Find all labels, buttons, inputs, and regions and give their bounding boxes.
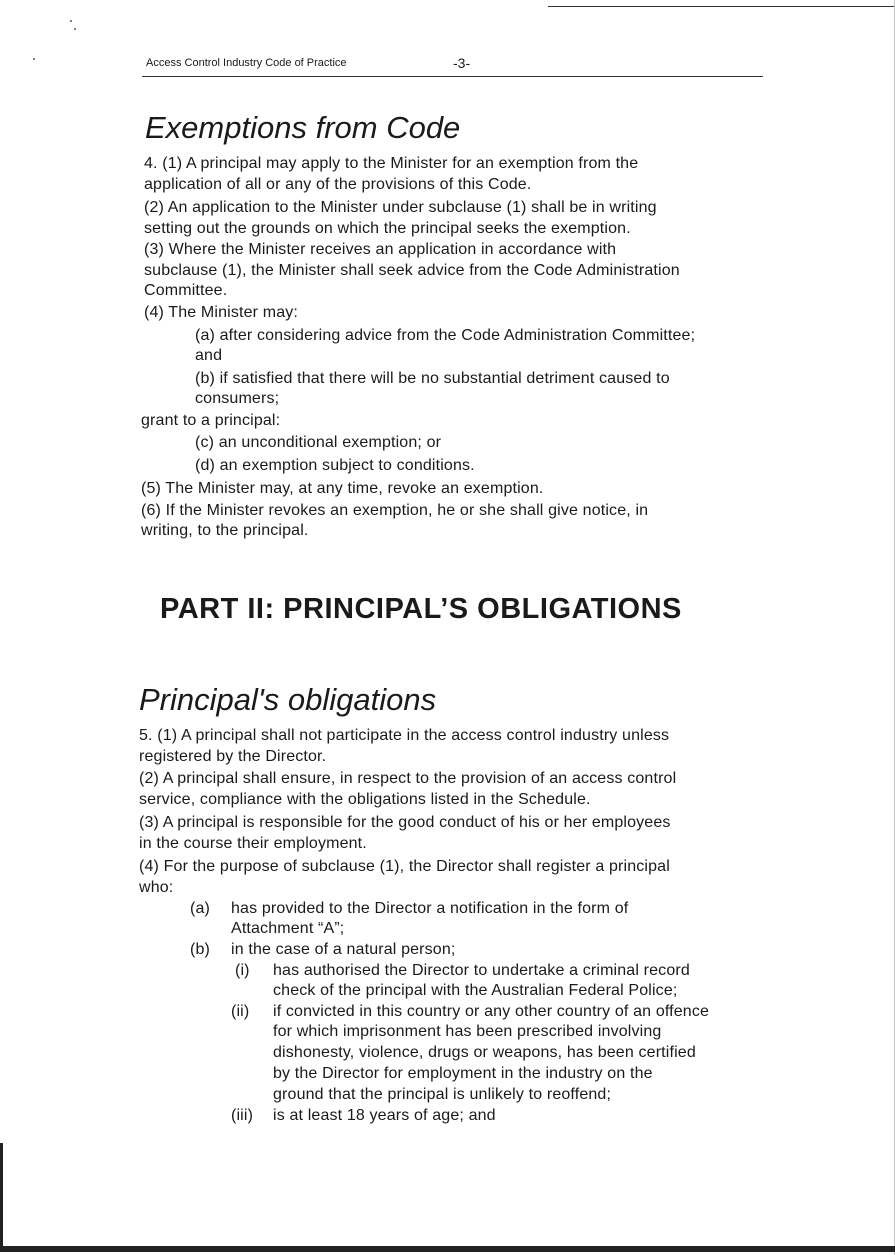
scan-left-border <box>0 1143 3 1251</box>
body-line: (2) A principal shall ensure, in respect to the provision of an access control <box>139 770 677 787</box>
sublist-item-line: is at least 18 years of age; and <box>273 1107 496 1124</box>
list-item-line: has provided to the Director a notification in the form of <box>231 900 629 917</box>
sublist-item-line: has authorised the Director to undertake a criminal record <box>273 962 690 979</box>
sublist-marker: (i) <box>235 962 250 979</box>
body-line: (5) The Minister may, at any time, revoke an exemption. <box>141 480 544 497</box>
body-line-indented: (a) after considering advice from the Code Administration Committee; <box>195 327 696 344</box>
page-number: -3- <box>453 55 471 71</box>
sublist-item-line: if convicted in this country or any other country of an offence <box>273 1003 710 1020</box>
heading-exemptions: Exemptions from Code <box>145 110 461 145</box>
sublist-marker: (ii) <box>231 1003 250 1020</box>
body-line: service, compliance with the obligations listed in the Schedule. <box>139 791 591 808</box>
list-marker: (a) <box>190 900 211 917</box>
body-line: 4. (1) A principal may apply to the Minister for an exemption from the <box>144 155 639 172</box>
body-line: writing, to the principal. <box>141 522 309 539</box>
body-line: (3) Where the Minister receives an application in accordance with <box>144 241 617 258</box>
sublist-marker: (iii) <box>231 1107 254 1124</box>
body-line: (4) The Minister may: <box>144 304 299 321</box>
body-line: (4) For the purpose of subclause (1), the Director shall register a principal <box>139 858 670 875</box>
body-line: setting out the grounds on which the principal seeks the exemption. <box>144 220 631 237</box>
body-line-indented: and <box>195 347 223 364</box>
header-rule <box>142 76 763 77</box>
scan-top-rule <box>548 6 895 7</box>
part-heading: PART II: PRINCIPAL’S OBLIGATIONS <box>160 593 682 625</box>
body-line-indented: (d) an exemption subject to conditions. <box>195 457 475 474</box>
scan-speck <box>74 28 76 30</box>
list-item-line: in the case of a natural person; <box>231 941 456 958</box>
body-line: registered by the Director. <box>139 748 327 765</box>
heading-obligations: Principal's obligations <box>139 682 437 717</box>
running-header-title: Access Control Industry Code of Practice <box>146 57 347 69</box>
body-line-indented: (b) if satisfied that there will be no substantial detriment caused to <box>195 370 670 387</box>
scan-speck <box>33 58 35 60</box>
scan-bottom-border <box>0 1246 895 1252</box>
body-line: grant to a principal: <box>141 412 281 429</box>
body-line-indented: consumers; <box>195 390 280 407</box>
body-line-indented: (c) an unconditional exemption; or <box>195 434 442 451</box>
sublist-item-line: by the Director for employment in the industry on the <box>273 1065 653 1082</box>
body-line: (2) An application to the Minister under subclause (1) shall be in writing <box>144 199 657 216</box>
sublist-item-line: for which imprisonment has been prescribed involving <box>273 1023 662 1040</box>
body-line: application of all or any of the provisions of this Code. <box>144 176 532 193</box>
body-line: Committee. <box>144 282 228 299</box>
body-line: (3) A principal is responsible for the good conduct of his or her employees <box>139 814 671 831</box>
list-marker: (b) <box>190 941 211 958</box>
body-line: subclause (1), the Minister shall seek advice from the Code Administration <box>144 262 680 279</box>
list-item-line: Attachment “A”; <box>231 920 345 937</box>
sublist-item-line: ground that the principal is unlikely to reoffend; <box>273 1086 612 1103</box>
body-line: (6) If the Minister revokes an exemption, he or she shall give notice, in <box>141 502 649 519</box>
sublist-item-line: check of the principal with the Australian Federal Police; <box>273 982 678 999</box>
body-line: who: <box>139 879 174 896</box>
body-line: 5. (1) A principal shall not participate in the access control industry unless <box>139 727 670 744</box>
scan-speck <box>70 20 72 22</box>
body-line: in the course their employment. <box>139 835 367 852</box>
sublist-item-line: dishonesty, violence, drugs or weapons, has been certified <box>273 1044 696 1061</box>
